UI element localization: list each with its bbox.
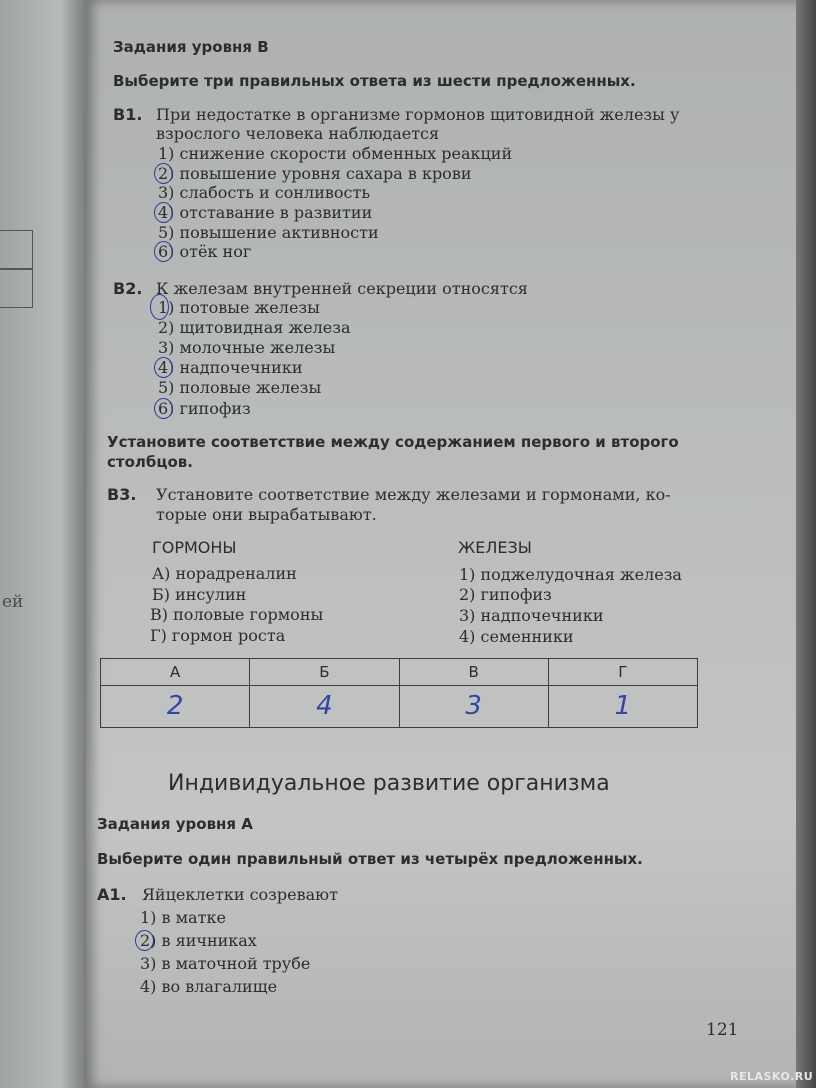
answer-table-header: В (399, 659, 548, 686)
left-facing-page (0, 0, 86, 1088)
hormone-item: Б) инсулин (152, 585, 247, 604)
handwritten-answer: 4 (316, 691, 333, 722)
left-table-cell (0, 230, 33, 270)
pen-circle-mark (154, 241, 173, 262)
page-edge-shadow (796, 0, 816, 1088)
pen-circle-mark (150, 294, 169, 320)
handwritten-answer: 3 (465, 691, 482, 722)
hormone-item: Г) гормон роста (150, 626, 286, 645)
b2-option: 5) половые железы (158, 378, 322, 397)
question-b1-text: взрослого человека наблюдается (156, 124, 440, 143)
hormones-column-title: ГОРМОНЫ (152, 538, 237, 557)
question-b1-text: При недостатке в организме гормонов щитовидной железы у (156, 105, 680, 124)
answer-cell[interactable] (399, 685, 548, 727)
answer-table-header: Б (250, 659, 399, 686)
pen-circle-mark (154, 357, 173, 378)
question-b3-text: Установите соответствие между железами и гормонами, ко- (156, 485, 671, 504)
question-b3-text: торые они вырабатывают. (156, 505, 377, 524)
page-number: 121 (706, 1020, 739, 1040)
pen-circle-mark (135, 930, 154, 951)
matching-instruction: Установите соответствие между содержанием первого и второго (107, 433, 679, 451)
handwritten-answer: 1 (614, 691, 632, 722)
gland-item: 4) семенники (459, 627, 574, 646)
b1-option: 1) снижение скорости обменных реакций (158, 144, 513, 163)
b2-option: 2) щитовидная железа (158, 318, 351, 337)
question-a1-text: Яйцеклетки созревают (142, 885, 338, 904)
handwritten-answer: 2 (166, 691, 184, 722)
b2-option: 3) молочные железы (158, 338, 336, 357)
b1-option: 2) повышение уровня сахара в крови (158, 164, 472, 183)
b2-option: 6) гипофиз (158, 399, 251, 418)
question-b2-text: К железам внутренней секреции относятся (156, 279, 528, 298)
answer-cell[interactable] (250, 685, 399, 727)
answer-table-header: Г (548, 659, 697, 686)
b1-option: 4) отставание в развитии (158, 203, 373, 222)
answer-table-header-row (101, 659, 698, 686)
left-table-cell (0, 268, 33, 308)
level-b-heading: Задания уровня В (113, 38, 269, 56)
b2-option: 4) надпочечники (158, 358, 303, 377)
level-b-instruction: Выберите три правильных ответа из шести предложенных. (113, 72, 636, 90)
question-a1-number: А1. (97, 885, 127, 904)
b1-option: 3) слабость и сонливость (158, 183, 371, 202)
watermark: RELASKO.RU (730, 1070, 814, 1083)
b2-option: 1) потовые железы (158, 298, 320, 317)
gland-item: 1) поджелудочная железа (459, 565, 682, 584)
answer-table-answer-row (101, 685, 698, 727)
answer-table (100, 658, 698, 728)
pen-circle-mark (154, 398, 173, 419)
question-b2-number: В2. (113, 279, 143, 298)
answer-cell[interactable] (548, 685, 697, 727)
gland-item: 3) надпочечники (459, 606, 604, 625)
pen-circle-mark (154, 163, 173, 184)
pen-circle-mark (154, 202, 173, 223)
b1-option: 5) повышение активности (158, 223, 379, 242)
section-title: Индивидуальное развитие организма (168, 771, 610, 796)
b1-option: 6) отёк ног (158, 242, 252, 261)
answer-cell[interactable] (101, 685, 250, 727)
glands-column-title: ЖЕЛЕЗЫ (458, 538, 532, 557)
question-b1-number: В1. (113, 105, 143, 124)
question-b3-number: В3. (107, 485, 137, 504)
matching-instruction: столбцов. (107, 453, 193, 471)
level-a-heading: Задания уровня А (97, 815, 253, 833)
hormone-item: В) половые гормоны (150, 605, 324, 624)
answer-table-header: А (101, 659, 250, 686)
gland-item: 2) гипофиз (459, 585, 552, 604)
level-a-instruction: Выберите один правильный ответ из четырёх предложенных. (97, 850, 643, 868)
a1-option: 2) в яичниках (140, 931, 257, 950)
a1-option: 4) во влагалище (140, 977, 278, 996)
a1-option: 1) в матке (140, 908, 226, 927)
hormone-item: А) норадреналин (152, 564, 297, 583)
left-page-text-fragment: ей (2, 592, 24, 612)
a1-option: 3) в маточной трубе (140, 954, 311, 973)
